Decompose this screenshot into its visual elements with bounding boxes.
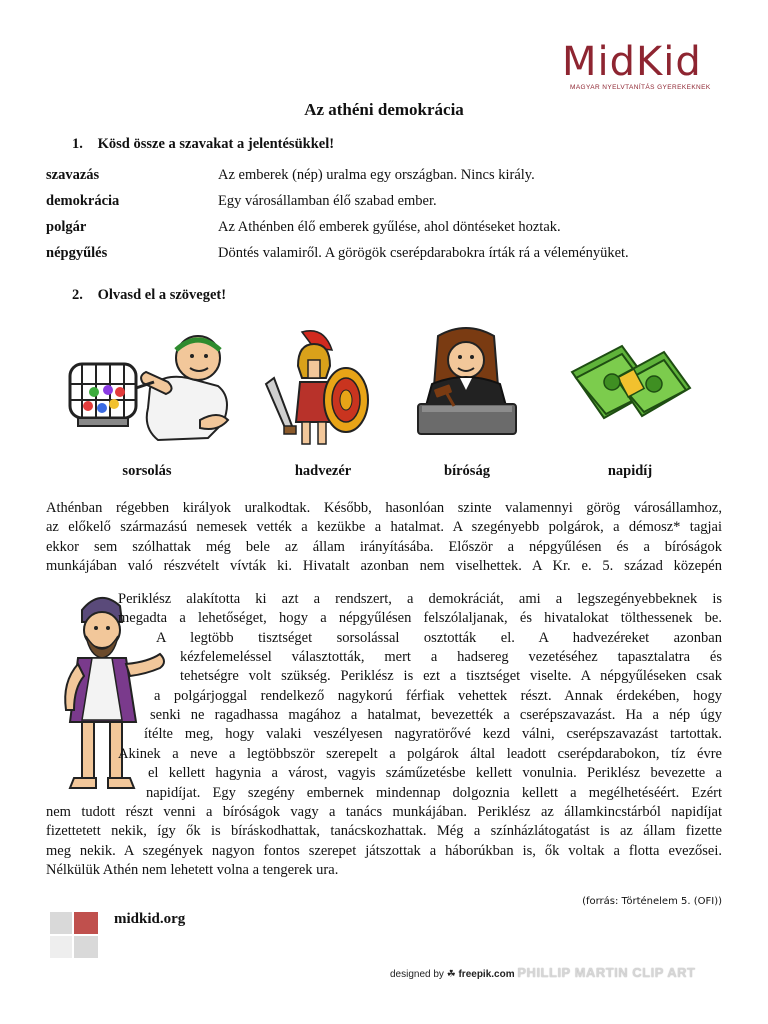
task-1-label: Kösd össze a szavakat a jelentésükkel! [97,136,335,152]
text-line: fizettetett nekik, így ők is bíráskodhattak, tanácskozhattak. Még a színházlátogatást is az állam fizette [46,823,722,840]
vocab-term: polgár [46,219,87,235]
logo-wordmark: MidKid [562,39,702,85]
text-wrap-5 [150,706,722,725]
vocab-definition: Az emberek (nép) uralma egy országban. Nincs király. [218,167,535,183]
source-citation: (forrás: Történelem 5. (OFI)) [582,896,722,907]
text-line: kézfelemeléssel választották, mert a hadsereg vezetéséhez tapasztalatra és [180,649,722,665]
text-line: el kellett hagynia a várost, vagyis száműzetésbe kellett vonulnia. Periklész bevezette a [148,765,722,781]
text-line: megadta a lehetőséget, hogy a népgyűlésen felszólaljanak, és hivatalokat tölthessenek be. [118,610,722,627]
task-2-heading [72,287,226,304]
vocab-term: szavazás [46,167,100,183]
judge-icon [412,326,522,444]
text-line: Akinek a neve a legtöbbször szerepelt a polgárok által leadott cserépdarabokon, tíz évre [118,746,722,762]
caption-birosag: bíróság [444,463,490,479]
task-1-number: 1. [72,136,83,152]
vocab-row [46,193,736,213]
spartan-warrior-icon [262,330,372,448]
text-wrap-8 [148,764,722,783]
text-line: napidíjat. Egy szegény embernek mindennap dolgoznia kellett a megélhetéséért. Ezért [146,785,722,801]
vocab-definition: Döntés valamiről. A görögök cserépdarabokra írták rá a véleményüket. [218,245,629,261]
caption-hadvezer: hadvezér [294,463,352,479]
light-square [50,936,72,958]
footer-squares [50,912,98,960]
text-line: Athénban régebben királyok uralkodtak. Később, hasonlóan szinte valamennyi görög városállamhoz, [46,500,722,516]
vocab-row [46,167,736,187]
text-line: Periklész alakította ki azt a rendszert, a demokráciát, ami a legszegényebbeknek is [118,591,722,607]
text-line: meg nekik. A szegények nagyon fontos szerepet játszottak a háborúkban is, ők voltak a flotta evezősei. [46,842,722,859]
task-2-number: 2. [72,287,83,303]
red-square [74,912,98,934]
freepik-icon: ☘ [446,969,456,980]
text-wrap-4 [154,687,722,706]
text-outro [46,803,722,881]
caption-sorsolas: sorsolás [122,463,172,479]
text-line: Nélkülük Athén nem lehetett volna a tengerek ura. [46,862,339,879]
credits-line [390,965,696,980]
text-line: A legtöbb tisztséget sorsolással osztották el. A hadvezéreket azonban [156,630,722,646]
page-title: Az athéni demokrácia [304,100,464,119]
text-line: senki ne ragadhassa magához a hatalmat, bevezették a cserépszavazást. Ha a nép úgy [150,707,722,723]
text-wrap-7 [118,745,722,764]
grey-square [50,912,72,934]
lottery-drum-icon [68,328,238,446]
text-line: ítélte meg, hogy valaki veszélyesen nagyratörővé kezd válni, cserépszavazást tartottak. [144,726,722,742]
vocab-definition: Egy városállamban élő szabad ember. [218,193,437,209]
phillip-martin-label: PHILLIP MARTIN CLIP ART [517,965,696,980]
text-line: ekkor sem szólhattak még bele az állam irányításába. Először a népgyűlésen és a bíróságok [46,538,722,555]
caption-napidij: napidíj [607,463,653,479]
text-wrap-1 [118,590,722,629]
task-1-heading [72,136,334,153]
vocab-term: népgyűlés [46,245,108,261]
designed-by-label: designed by [390,969,444,980]
text-line: munkájában való részvételt vívták ki. Hivatalt azonban nem viselhettek. A Kr. e. 5. század közepén [46,558,722,575]
task-2-label: Olvasd el a szöveget! [97,287,227,303]
text-line: nem tudott részt venni a bíróságok vagy a tanács munkájában. Periklész az államkincstárból napidíjat [46,804,722,820]
vocab-row [46,245,736,265]
freepik-label: freepik.com [458,969,515,980]
grey-square [74,936,98,958]
website-link[interactable]: midkid.org [114,911,186,927]
text-line: tehetségre volt szükség. Periklész is ezt a tisztséget viselte. A népgyűléseken csak [180,668,722,685]
text-wrap-6 [144,725,722,744]
text-line: az előkelő származású nemesek vették a kezükbe a hatalmat. A szegényebb polgárok, a démosz* tagjai [46,519,722,536]
logo-tagline: MAGYAR NYELVTANÍTÁS GYEREKEKNEK [570,84,711,91]
text-wrap-2 [156,629,722,648]
vocab-row [46,219,736,239]
vocab-term: demokrácia [46,193,120,209]
midkid-logo [562,40,722,91]
text-wrap-9 [146,784,722,803]
text-wrap-3 [180,648,722,687]
vocab-definition: Az Athénben élő emberek gyűlése, ahol döntéseket hoztak. [218,219,561,235]
money-stack-icon [568,338,692,428]
text-line: a polgárjoggal rendelkező nagykorú férfiak vehettek részt. Annak érdekében, hogy [154,688,722,704]
text-intro [46,499,722,577]
